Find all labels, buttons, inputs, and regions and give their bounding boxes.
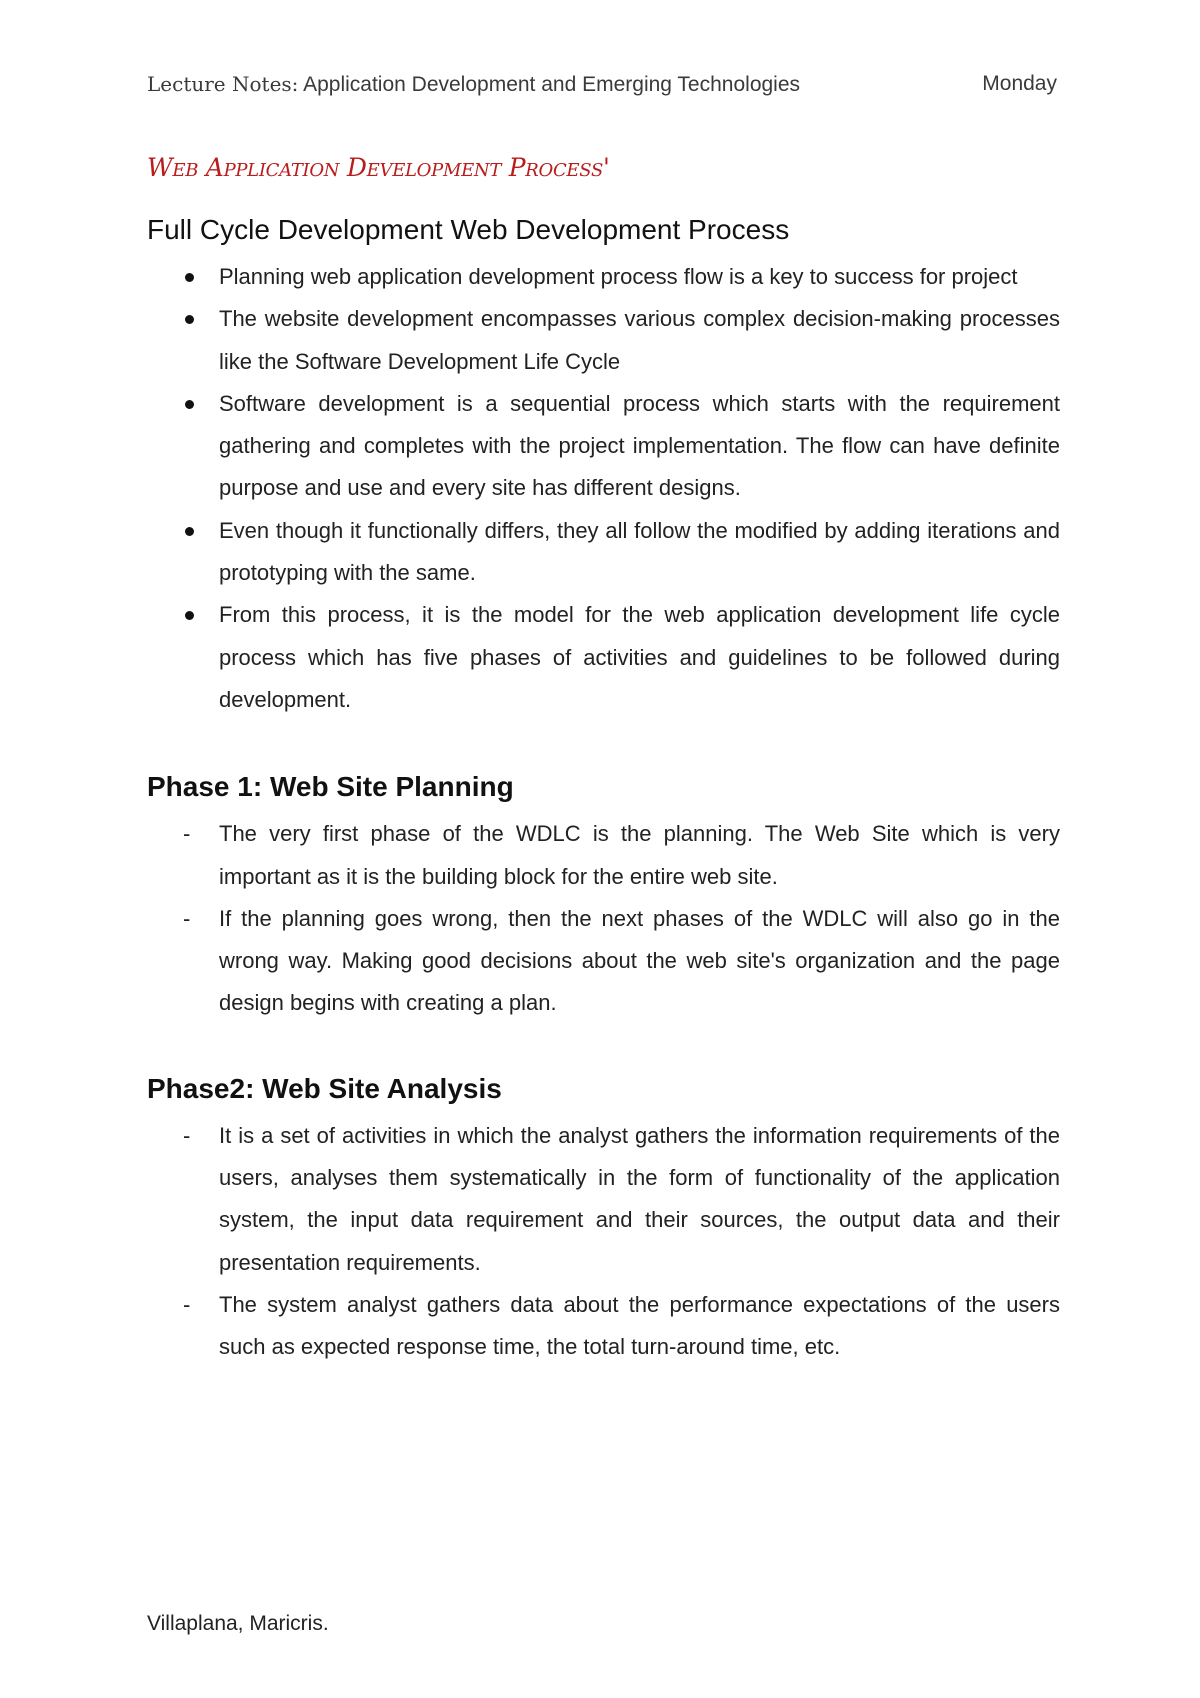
section-heading: Full Cycle Development Web Development Process: [147, 214, 790, 245]
phase1-heading: Phase 1: Web Site Planning: [147, 771, 514, 803]
section-bullet-list: [147, 256, 1060, 721]
page-footer-author: Villaplana, Maricris.: [147, 1612, 329, 1635]
document-body: [147, 208, 1060, 1369]
header-course: Application Development and Emerging Technologies: [303, 73, 801, 96]
phase1-list: [147, 813, 1060, 1024]
list-item: The website development encompasses various complex decision-making processes like the Software Development Life Cycle: [147, 298, 1060, 383]
list-item: - If the planning goes wrong, then the next phases of the WDLC will also go in the wrong way. Making good decisions about the web site's organization and the page design begins with creating a plan.: [147, 898, 1060, 1025]
list-item: Planning web application development process flow is a key to success for project: [147, 256, 1060, 298]
phase2-list: [147, 1115, 1060, 1369]
header-day: Monday: [982, 72, 1057, 95]
phase2-heading: Phase2: Web Site Analysis: [147, 1072, 502, 1104]
list-item: From this process, it is the model for the web application development life cycle process which has five phases of activities and guidelines to be followed during development.: [147, 594, 1060, 721]
list-item: - It is a set of activities in which the analyst gathers the information requirements of the users, analyses them systematically in the form of functionality of the application system, the input data requirement and their sources, the output data and their presentation requirements.: [147, 1115, 1060, 1284]
header-left: [147, 72, 800, 97]
list-item: - The very first phase of the WDLC is the planning. The Web Site which is very important as it is the building block for the entire web site.: [147, 813, 1060, 898]
document-title: Web Application Development Process': [147, 153, 610, 182]
list-item: Software development is a sequential process which starts with the requirement gathering and completes with the project implementation. The flow can have definite purpose and use and every site has different designs.: [147, 383, 1060, 510]
list-item: Even though it functionally differs, they all follow the modified by adding iterations and prototyping with the same.: [147, 510, 1060, 595]
list-item: - The system analyst gathers data about the performance expectations of the users such as expected response time, the total turn-around time, etc.: [147, 1284, 1060, 1369]
page-header: [147, 72, 1057, 102]
header-label: Lecture Notes:: [147, 72, 299, 96]
